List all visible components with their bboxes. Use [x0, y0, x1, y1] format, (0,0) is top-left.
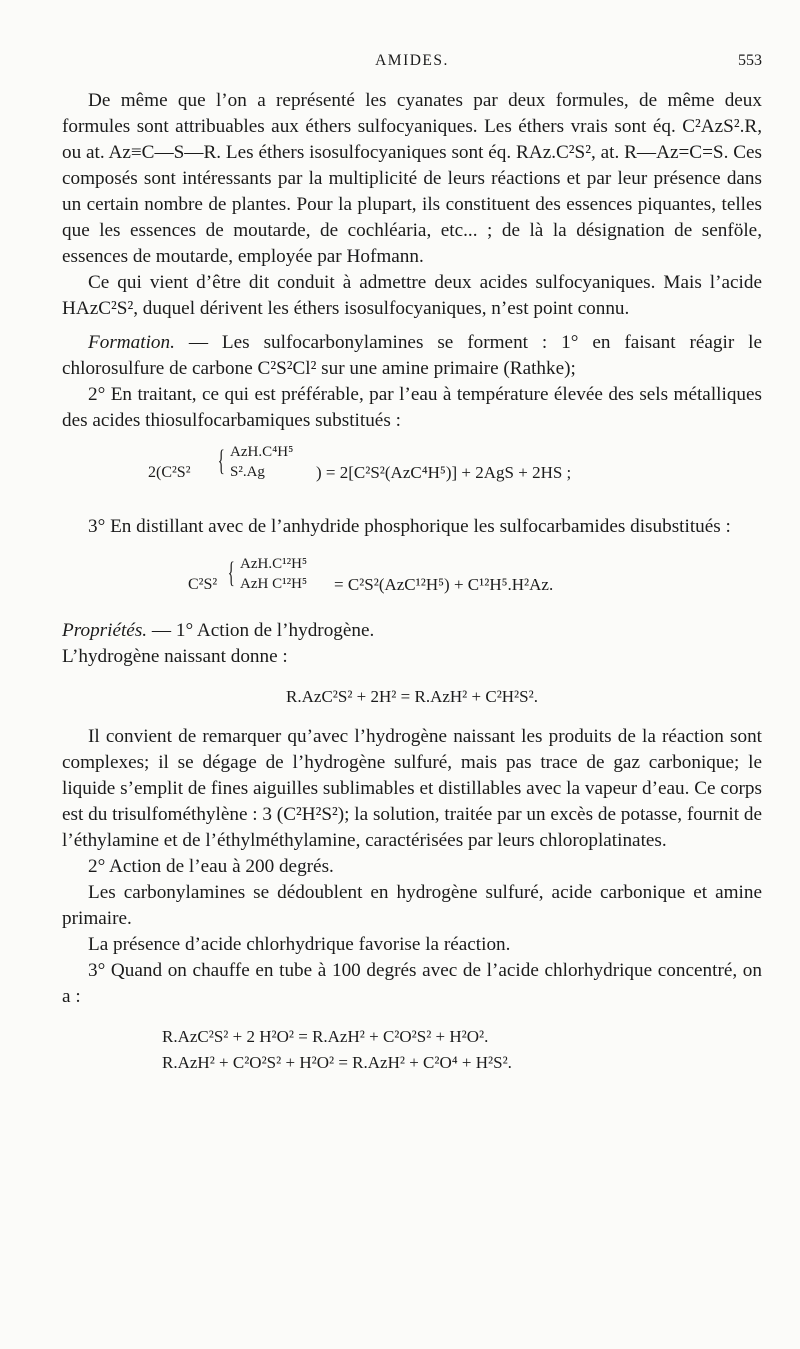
paragraph-formation	[62, 330, 762, 382]
paragraph-hydrogene: L’hydrogène naissant donne :	[62, 646, 288, 667]
equation-stack	[240, 554, 307, 594]
paragraph-acide-chlorhydrique: La présence d’acide chlorhydrique favorise la réaction.	[88, 934, 511, 955]
equation-thiosulfocarbamate	[62, 442, 762, 506]
left-brace: {	[217, 444, 225, 477]
left-brace: {	[227, 556, 235, 589]
stack-bottom: AzH C¹²H⁵	[240, 576, 308, 592]
body-text	[62, 88, 762, 1076]
paragraph-action-eau: 2° Action de l’eau à 200 degrés.	[88, 856, 334, 877]
equation-lhs: 2(C²S²	[148, 464, 191, 481]
section-heading-formation: Formation.	[88, 332, 175, 353]
paragraph-chauffe: 3° Quand on chauffe en tube à 100 degrés avec de l’acide chlorhydrique concentré, on a :	[62, 960, 762, 1007]
equation-sulfocarbamide	[62, 554, 762, 618]
equation-rhs: ) = 2[C²S²(AzC⁴H⁵)] + 2AgS + 2HS ;	[316, 463, 572, 482]
equation-hydrolysis-1: R.AzC²S² + 2 H²O² = R.AzH² + C²O²S² + H²O².	[162, 1027, 489, 1046]
proprietes-text: — 1° Action de l’hydrogène.	[147, 620, 375, 641]
page-number: 553	[738, 52, 762, 69]
paragraph-proprietes	[62, 618, 762, 644]
equation-hydrogenation: R.AzC²S² + 2H² = R.AzH² + C²H²S².	[286, 687, 538, 706]
formation-text: — Les sulfocarbonylamines se forment : 1° en faisant réagir le chlorosulfure de carbone C²S²Cl² sur une amine primaire (Rathke);	[62, 332, 762, 379]
paragraph-remarque: Il convient de remarquer qu’avec l’hydrogène naissant les produits de la réaction sont complexes; il se dégage de l’hydrogène sulfuré, mais pas trace de gaz carbonique; le liquide s’emplit de fines aiguilles sublimables et distillables avec la vapeur d’eau. Ce corps est du trisulfométhylène : 3 (C²H²S²); la solution, traitée par un excès de potasse, fournit de l’éthylamine et de l’éthylméthylamine, caractérisées par leurs chloroplatinates.	[62, 726, 762, 851]
equation-rhs: = C²S²(AzC¹²H⁵) + C¹²H⁵.H²Az.	[334, 575, 554, 594]
paragraph-dedoublement: Les carbonylamines se dédoublent en hydrogène sulfuré, acide carbonique et amine primaire.	[62, 882, 762, 929]
equation-hydrolysis-2: R.AzH² + C²O²S² + H²O² = R.AzH² + C²O⁴ + H²S².	[162, 1053, 512, 1072]
equation-stack	[230, 442, 293, 482]
page-header	[62, 52, 762, 76]
stack-top: AzH.C⁴H⁵	[230, 444, 294, 460]
paragraph-cyanates: De même que l’on a représenté les cyanates par deux formules, de même deux formules sont attribuables aux éthers sulfocyaniques. Les éthers vrais sont éq. C²AzS².R, ou at. Az≡C—S—R. Les éthers isosulfocyaniques sont éq. RAz.C²S², at. R—Az=C=S. Ces composés sont intéressants par la multiplicité de leurs réactions et par leur présence dans un certain nombre de plantes. Pour la plupart, ils constituent des essences piquantes, telles que les essences de moutarde, de cochléaria, etc... ; de là la désignation de senföle, essences de moutarde, employée par Hofmann.	[62, 90, 762, 267]
equation-lhs: C²S²	[188, 576, 218, 593]
paragraph-formation-2: 2° En traitant, ce qui est préférable, par l’eau à température élevée des sels métalliques des acides thiosulfocarbamiques substitués :	[62, 384, 762, 431]
running-head: AMIDES.	[375, 52, 449, 69]
paragraph-formation-3: 3° En distillant avec de l’anhydride phosphorique les sulfocarbamides disubstitués :	[88, 516, 731, 537]
paragraph-acides: Ce qui vient d’être dit conduit à admettre deux acides sulfocyaniques. Mais l’acide HAzC²S², duquel dérivent les éthers isosulfocyaniques, n’est point connu.	[62, 272, 762, 319]
stack-top: AzH.C¹²H⁵	[240, 556, 308, 572]
stack-bottom: S².Ag	[230, 464, 265, 480]
section-heading-proprietes: Propriétés.	[62, 620, 148, 641]
